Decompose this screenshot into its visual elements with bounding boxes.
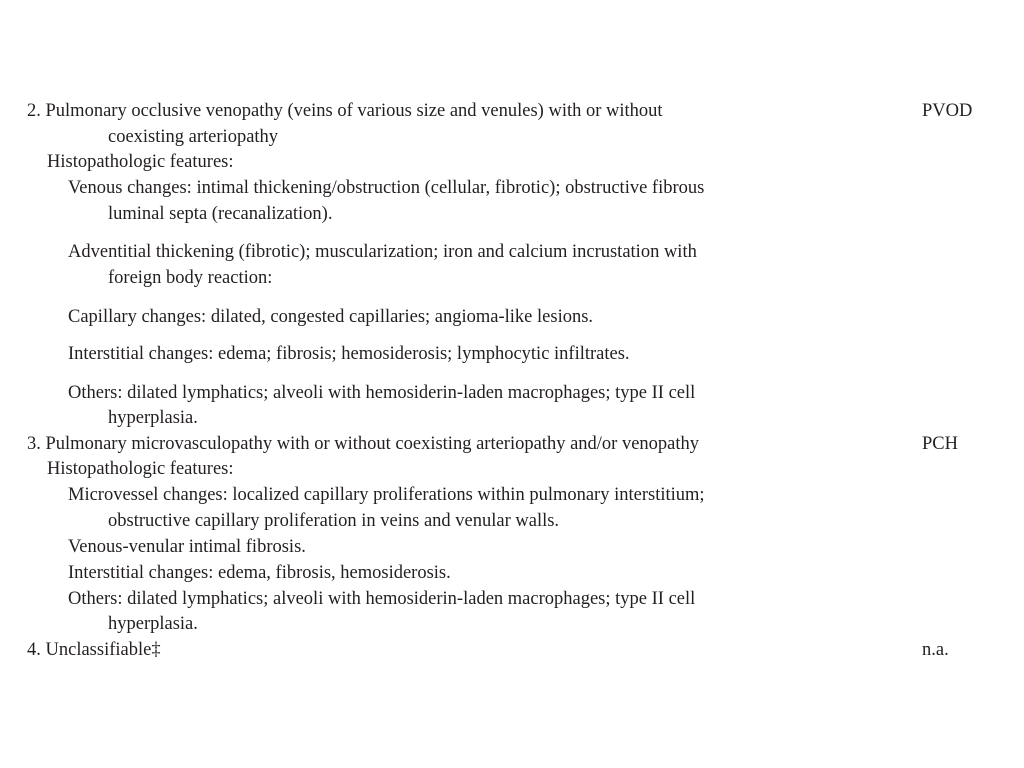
section-3-features-label: Histopathologic features: <box>47 459 234 479</box>
section-2-interstitial-changes: Interstitial changes: edema; fibrosis; hemosiderosis; lymphocytic infiltrates. <box>68 344 630 364</box>
section-3-microvessel-changes-continued: obstructive capillary proliferation in veins and venular walls. <box>108 511 560 531</box>
section-3-venous-venular-fibrosis: Venous-venular intimal fibrosis. <box>68 537 306 557</box>
section-2-others-continued: hyperplasia. <box>108 408 198 428</box>
section-2-abbreviation: PVOD <box>922 101 973 121</box>
section-4-title: 4. Unclassifiable‡ <box>27 640 161 660</box>
section-2-title: 2. Pulmonary occlusive venopathy (veins of various size and venules) with or without <box>27 101 663 121</box>
section-3-title: 3. Pulmonary microvasculopathy with or without coexisting arteriopathy and/or venopathy <box>27 434 700 454</box>
section-3-others-continued: hyperplasia. <box>108 614 198 634</box>
section-2-venous-changes: Venous changes: intimal thickening/obstruction (cellular, fibrotic); obstructive fibrous <box>68 178 705 198</box>
section-2-capillary-changes: Capillary changes: dilated, congested capillaries; angioma-like lesions. <box>68 307 594 327</box>
section-2-adventitial-thickening: Adventitial thickening (fibrotic); muscularization; iron and calcium incrustation with <box>68 242 697 262</box>
section-2-others: Others: dilated lymphatics; alveoli with hemosiderin-laden macrophages; type II cell <box>68 383 696 403</box>
section-4-abbreviation: n.a. <box>922 640 949 660</box>
section-3-others: Others: dilated lymphatics; alveoli with hemosiderin-laden macrophages; type II cell <box>68 589 696 609</box>
section-3-interstitial-changes: Interstitial changes: edema, fibrosis, hemosiderosis. <box>68 563 451 583</box>
section-2-title-continued: coexisting arteriopathy <box>108 127 279 147</box>
section-2-venous-changes-continued: luminal septa (recanalization). <box>108 204 333 224</box>
section-3-microvessel-changes: Microvessel changes: localized capillary proliferations within pulmonary interstitium; <box>68 485 705 505</box>
section-3-abbreviation: PCH <box>922 434 958 454</box>
section-2-adventitial-thickening-continued: foreign body reaction: <box>108 268 273 288</box>
section-2-features-label: Histopathologic features: <box>47 152 234 172</box>
